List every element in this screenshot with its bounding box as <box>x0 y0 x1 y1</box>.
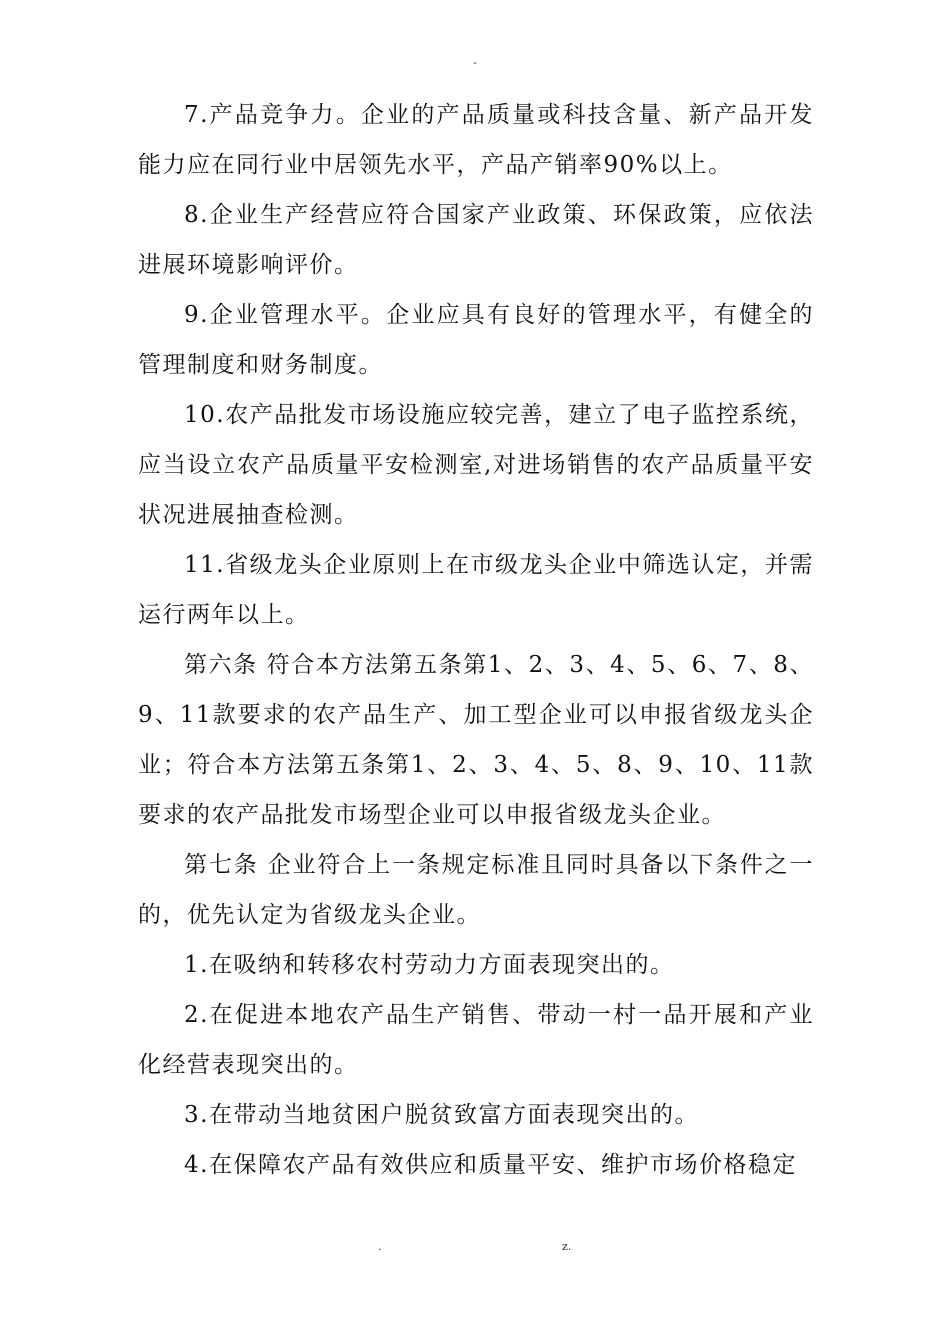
paragraph-item-9: 9.企业管理水平。企业应具有良好的管理水平，有健全的管理制度和财务制度。 <box>138 302 814 378</box>
paragraph-condition-3: 3.在带动当地贫困户脱贫致富方面表现突出的。 <box>184 1102 699 1128</box>
header-mark: - <box>473 56 477 69</box>
paragraph-item-8: 8.企业生产经营应符合国家产业政策、环保政策，应依法进展环境影响评价。 <box>138 202 814 278</box>
paragraph-article-7: 第七条 企业符合上一条规定标准且同时具备以下条件之一的，优先认定为省级龙头企业。 <box>138 852 814 928</box>
document-body <box>138 90 814 1190</box>
footer-left-mark: . <box>378 1240 382 1253</box>
paragraph-item-11: 11.省级龙头企业原则上在市级龙头企业中筛选认定，并需运行两年以上。 <box>138 552 814 628</box>
paragraph-article-6: 第六条 符合本方法第五条第1、2、3、4、5、6、7、8、9、11款要求的农产品生产、加工型企业可以申报省级龙头企业；符合本方法第五条第1、2、3、4、5、8、9、10、11款要求的农产品批发市场型企业可以申报省级龙头企业。 <box>138 652 814 828</box>
paragraph-condition-4: 4.在保障农产品有效供应和质量平安、维护市场价格稳定 <box>184 1152 797 1178</box>
paragraph-item-10: 10.农产品批发市场设施应较完善，建立了电子监控系统，应当设立农产品质量平安检测室,对进场销售的农产品质量平安状况进展抽查检测。 <box>138 402 814 528</box>
paragraph-item-7: 7.产品竞争力。企业的产品质量或科技含量、新产品开发能力应在同行业中居领先水平，产品产销率90%以上。 <box>138 102 814 178</box>
paragraph-condition-1: 1.在吸纳和转移农村劳动力方面表现突出的。 <box>184 952 675 978</box>
footer-right-mark: z. <box>562 1240 572 1253</box>
paragraph-condition-2: 2.在促进本地农产品生产销售、带动一村一品开展和产业化经营表现突出的。 <box>138 1002 814 1078</box>
